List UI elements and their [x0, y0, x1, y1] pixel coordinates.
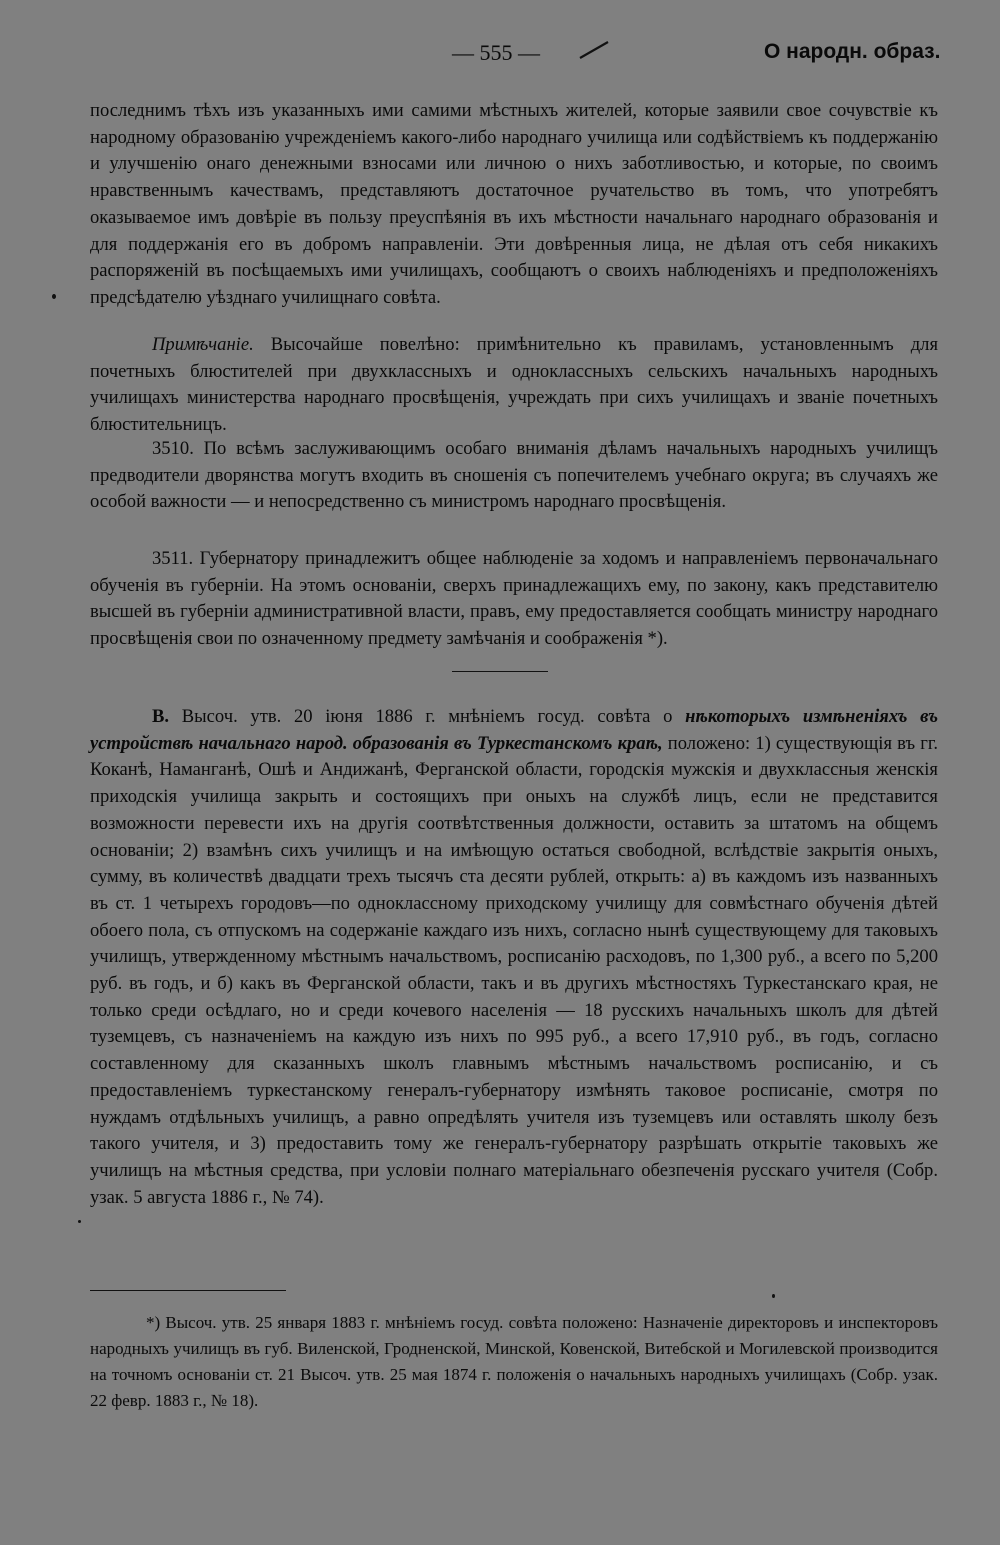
pencil-mark-icon [578, 38, 612, 62]
note-text: Высочайше повелѣно: примѣнительно къ правиламъ, установленнымъ для почетныхъ блюстителей при двухклассныхъ и одноклассныхъ сельскихъ начальныхъ народныхъ училищахъ министерства народнаго просвѣщенія, учреждать при сихъ училищахъ и званіе почетныхъ блюстительницъ. [90, 334, 938, 436]
paragraph-text: последнимъ тѣхъ изъ указанныхъ ими самими мѣстныхъ жителей, которые заявили свое сочувствіе къ народному образованію учрежденіемъ какого-либо народнаго училища или содѣйствіемъ къ поддержанію и улучшенію онаго денежными взносами или личною о нихъ заботливостью, и которые, по своимъ нравственнымъ качествамъ, представляютъ достаточное ручательство въ томъ, что употребятъ оказываемое имъ довѣріе въ пользу преуспѣянія въ ихъ мѣстности начальнаго народнаго образованія и для поддержанія его въ добромъ направленіи. Эти довѣренныя лица, не дѣлая отъ себя никакихъ распоряженій въ посѣщаемыхъ ими училищахъ, сообщаютъ о своихъ наблюденіяхъ и предположеніяхъ предсѣдателю уѣзднаго училищнаго совѣта. [90, 100, 938, 308]
article-3511-text: 3511. Губернатору принадлежитъ общее наблюденіе за ходомъ и направленіемъ первоначальнаго обученія въ губерніи. На этомъ основаніи, сверхъ принадлежащихъ ему, по закону, какъ представителю высшей въ губерніи административной власти, правъ, ему предоставляется сообщать министру народнаго просвѣщенія свои по означенному предмету замѣчанія и соображенія *). [90, 548, 938, 650]
footnote-text: *) Высоч. утв. 25 января 1883 г. мнѣніемъ госуд. совѣта положено: Назначеніе директоровъ и инспекторовъ народныхъ училищъ въ губ. Виленской, Гродненской, Минской, Ковенской, Витебской и Могилевской производится на точномъ основаніи ст. 21 Высоч. утв. 25 мая 1874 г. положенія о начальныхъ народныхъ училищахъ (Собр. узак. 22 февр. 1883 г., № 18). [90, 1313, 938, 1410]
section-letter: В. [152, 706, 170, 727]
page-number: — 555 — [452, 40, 540, 65]
scan-speck [52, 294, 56, 299]
paragraph-continuation [90, 98, 938, 312]
footnote [90, 1310, 938, 1414]
article-3510-text: 3510. По всѣмъ заслуживающимъ особаго вниманія дѣламъ начальныхъ народныхъ училищъ предводители дворянства могутъ входить въ сношенія съ попечителемъ учебнаго округа; въ случаяхъ же особой важности — и непосредственно съ министромъ народнаго просвѣщенія. [90, 438, 938, 513]
note-paragraph [90, 332, 938, 439]
footnote-divider [90, 1290, 286, 1291]
article-3510 [90, 436, 938, 516]
section-b-title: нѣкоторыхъ измѣненіяхъ въ устройствѣ начальнаго народ. образованія въ Туркестанскомъ краѣ, [90, 706, 939, 754]
article-3511 [90, 546, 938, 653]
running-head: О народн. образ. [764, 40, 941, 63]
page-header [0, 38, 1000, 74]
section-b [90, 704, 938, 1211]
section-divider [452, 671, 548, 672]
scan-speck [78, 1220, 81, 1223]
section-b-text: положено: 1) существующія въ гг. Коканѣ, Наманганѣ, Ошѣ и Андижанѣ, Ферганской области, городскія мужскія и двухклассныя женскія приходскія училища закрыть и состоящихъ при оныхъ на службѣ лицъ, если не представится возможности перевести ихъ на другія соотвѣтственныя должности, оставить за штатомъ на общемъ основаніи; 2) взамѣнъ сихъ училищъ и на имѣющую остаться свободной, вслѣдствіе закрытія оныхъ, сумму, въ количествѣ двадцати трехъ тысячъ ста десяти рублей, открыть: а) въ каждомъ изъ названныхъ въ ст. 1 четырехъ городовъ—по одноклассному приходскому училищу для совмѣстнаго обученія дѣтей обоего пола, съ отпускомъ на содержаніе каждаго изъ нихъ, согласно нынѣ существующему для таковыхъ училищъ, утвержденному мѣстнымъ начальствомъ, росписанію расходовъ, по 1,300 руб., а всего по 5,200 руб. въ годъ, и б) какъ въ Ферганской области, такъ и въ другихъ мѣстностяхъ Туркестанскаго края, не только среди осѣдлаго, но и среди кочевого населенія — 18 русскихъ начальныхъ школъ для дѣтей туземцевъ, съ назначеніемъ на каждую изъ нихъ по 995 руб., а всего 17,910 руб., въ годъ, согласно составленному для сказанныхъ школъ главнымъ мѣстнымъ начальствомъ росписанію, и съ предоставленіемъ туркестанскому генералъ-губернатору измѣнять таковое росписаніе, смотря по нуждамъ отдѣльныхъ училищъ, а равно опредѣлять учителя изъ туземцевъ или оставлять школу безъ такого учителя, и 3) предоставить тому же генералъ-губернатору разрѣшать открытіе таковыхъ же училищъ на мѣстныя средства, при условіи полнаго матеріальнаго обезпеченія русскаго учителя (Собр. узак. 5 августа 1886 г., № 74). [90, 732, 939, 1208]
scan-speck [772, 1294, 775, 1298]
note-label: Примѣчаніе. [152, 334, 254, 355]
section-b-intro: Высоч. утв. 20 іюня 1886 г. мнѣніемъ госуд. совѣта о [169, 706, 686, 727]
